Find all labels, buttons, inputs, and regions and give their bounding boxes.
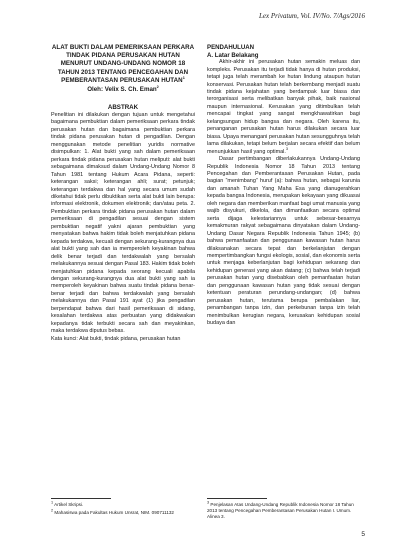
abstract-body: Penelitian ini dilakukan dengan tujuan untuk mengetahui bagaimana pembuktian dalam pemeriksaan perkara tindak perusakan hutan dan bagaimana pembuktian perkara tindak pidana perusakan hutan di pengadilan. Dengan menggunakan metode penelitian yuridis normative disimpulkan: 1. Alat bukti yang sah dalam pemeriksaan perkara tindak pidana perusakan hutan meliputi: alat bukti sebagaimana dimaksud dalam Undang-Undang Nomor 8 Tahun 1981 tentang Hukum Acara Pidana, seperti: keterangan saksi; keterangan ahli; surat; petunjuk; keterangan terdakwa dan hal yang secara umum sudah diketahui tidak perlu dibuktikan serta alat bukti lain berupa: informasi elektronik, dokumen elektronik; dan/atau peta. 2. Pembuktian perkara tindak pidana perusakan hutan dalam pemeriksaan di pengadilan sesuai dengan sistem pembuktian negatif yakni ajaran pembuktian yang menyatakan bahwa hakim tidak boleh menjatuhkan pidana kepada terdakwa, kecuali dengan sekurang-kurangnya dua alat bukti yang sah dan ia memperoleh keyakinan bahwa delik benar terjadi dan terdakwalah yang bersalah melakukannya sesuai dengan Pasal 183. Hakim tidak boleh menjatuhkan pidana kepada seorang kecuali apabila dengan sekurang-kurangnya dua alat bukti yang sah ia memperoleh keyakinan bahwa suatu tindak pidana benar-benar terjadi dan bahwa terdakwalah yang bersalah melakukannya dan Pasal 191 ayat (1) jika pengadilan berpendapat bahwa dari hasil pemeriksaan di sidang, kesalahan terdakwa atas perbuatan yang didakwakan kepadanya tidak terbukti secara sah dan meyakinkan, maka terdakwa diputus bebas. xyxy=(51,112,195,335)
footnote-2-number: 2 xyxy=(51,508,54,513)
author-name: Oleh: Velix S. Ch. Eman xyxy=(87,86,157,94)
footnote-2-text: Mahasiswa pada Fakultas Hukum Unsrat, NIM. 090711132 xyxy=(54,510,174,516)
keywords: Kata kunci: Alat bukti, tindak pidana, perusakan hutan xyxy=(51,335,181,342)
article-title xyxy=(51,44,195,85)
intro-footnote-ref: 3 xyxy=(285,146,289,151)
right-column xyxy=(207,44,360,328)
footnote-rule-left xyxy=(51,498,111,499)
footnote-2 xyxy=(51,510,195,516)
footnotes-left xyxy=(51,502,195,518)
abstract-heading: ABSTRAK xyxy=(107,104,139,112)
subsection-heading: A. Latar Belakang xyxy=(207,51,259,59)
running-header: Lex Privatum, Vol. IV/No. 7/Ags/2016 xyxy=(259,12,365,20)
author-footnote-ref: 2 xyxy=(156,84,159,89)
title-footnote-ref: 1 xyxy=(182,75,185,80)
footnotes-right xyxy=(207,502,360,522)
intro-paragraph-1 xyxy=(207,59,360,156)
author-line xyxy=(51,86,195,93)
intro-paragraph-1-text: Akhir-akhir ini perusakan hutan semakin meluas dan kompleks. Perusakan itu terjadi tidak hanya di hutan produksi, tetapi juga telah merambah ke hutan lindung ataupun hutan konservasi. Perusakan hutan telah berkembang menjadi suatu tindak pidana kejahatan yang berdampak luar biasa dan terorganisasi serta melibatkan banyak pihak, baik nasional maupun internasional. Kerusakan yang ditimbulkan telah mencapai tingkat yang sangat mengkhawatirkan bagi kelangsungan hidup bangsa dan negara. Oleh karena itu, penanganan perusakan hutan harus dilakukan secara luar biasa. Upaya menangani perusakan hutan sesungguhnya telah lama dilakukan, tetapi belum berjalan secara efektif dan belum menunjukkan hasil yang optimal. xyxy=(207,59,360,155)
page-number: 5 xyxy=(361,531,365,538)
footnote-1 xyxy=(51,502,195,508)
article-title-text: ALAT BUKTI DALAM PEMERIKSAAN PERKARA TINDAK PIDANA PERUSAKAN HUTAN MENURUT UNDANG-UNDANG NOMOR 18 TAHUN 2013 TENTANG PENCEGAHAN DAN PEMBERANTASAN PERUSAKAN HUTAN xyxy=(51,44,195,84)
footnote-rule-right xyxy=(207,498,267,499)
footnote-3-text: Penjelasan Atas Undang-Undang Republik Indonesia Nomor 18 Tahun 2013 tentang Pencegahan Pemberantasan Perusakan Hutan I. Umum. Alinea 3. xyxy=(207,502,354,520)
footnote-1-text: Artikel Skripsi. xyxy=(54,502,84,507)
footnote-1-number: 1 xyxy=(51,500,54,505)
footnote-3 xyxy=(207,502,360,520)
section-heading: PENDAHULUAN xyxy=(207,44,255,51)
footnote-3-number: 3 xyxy=(207,500,210,505)
intro-paragraph-2: Dasar pertimbangan diberlakukannya Undang-Undang Republik Indonesia Nomor 18 Tahun 2013 tentang Pencegahan dan Pemberantasan Perusakan Hutan, pada bagian “menimbang” huruf (a): bahwa hutan, sebagai karunia dan amanah Tuhan Yang Maha Esa yang dianugerahkan kepada bangsa Indonesia, merupakan kekayaan yang dikuasai oleh negara dan memberikan manfaat bagi umat manusia yang wajib disyukuri, dikelola, dan dimanfaatkan secara optimal serta dijaga kelestariannya untuk sebesar-besarnya kemakmuran rakyat sebagaimana dinyatakan dalam Undang-Undang Dasar Negara Republik Indonesia Tahun 1945; (b) bahwa pemanfaatan dan penggunaan kawasan hutan harus dilaksanakan secara tepat dan berkelanjutan dengan mempertimbangkan fungsi ekologis, sosial, dan ekonomis serta untuk menjaga keberlanjutan bagi kehidupan sekarang dan kehidupan generasi yang akan datang; (c) bahwa telah terjadi perusakan hutan yang disebabkan oleh pemanfaatan hutan dan penggunaan kawasan hutan yang tidak sesuai dengan ketentuan peraturan perundang-undangan; (d) bahwa perusakan hutan, terutama berupa pembalakan liar, penambangan tanpa izin, dan perkebunan tanpa izin telah menimbulkan kerugian negara, kerusakan kehidupan sosial budaya dan xyxy=(207,156,360,327)
left-column xyxy=(51,44,195,343)
